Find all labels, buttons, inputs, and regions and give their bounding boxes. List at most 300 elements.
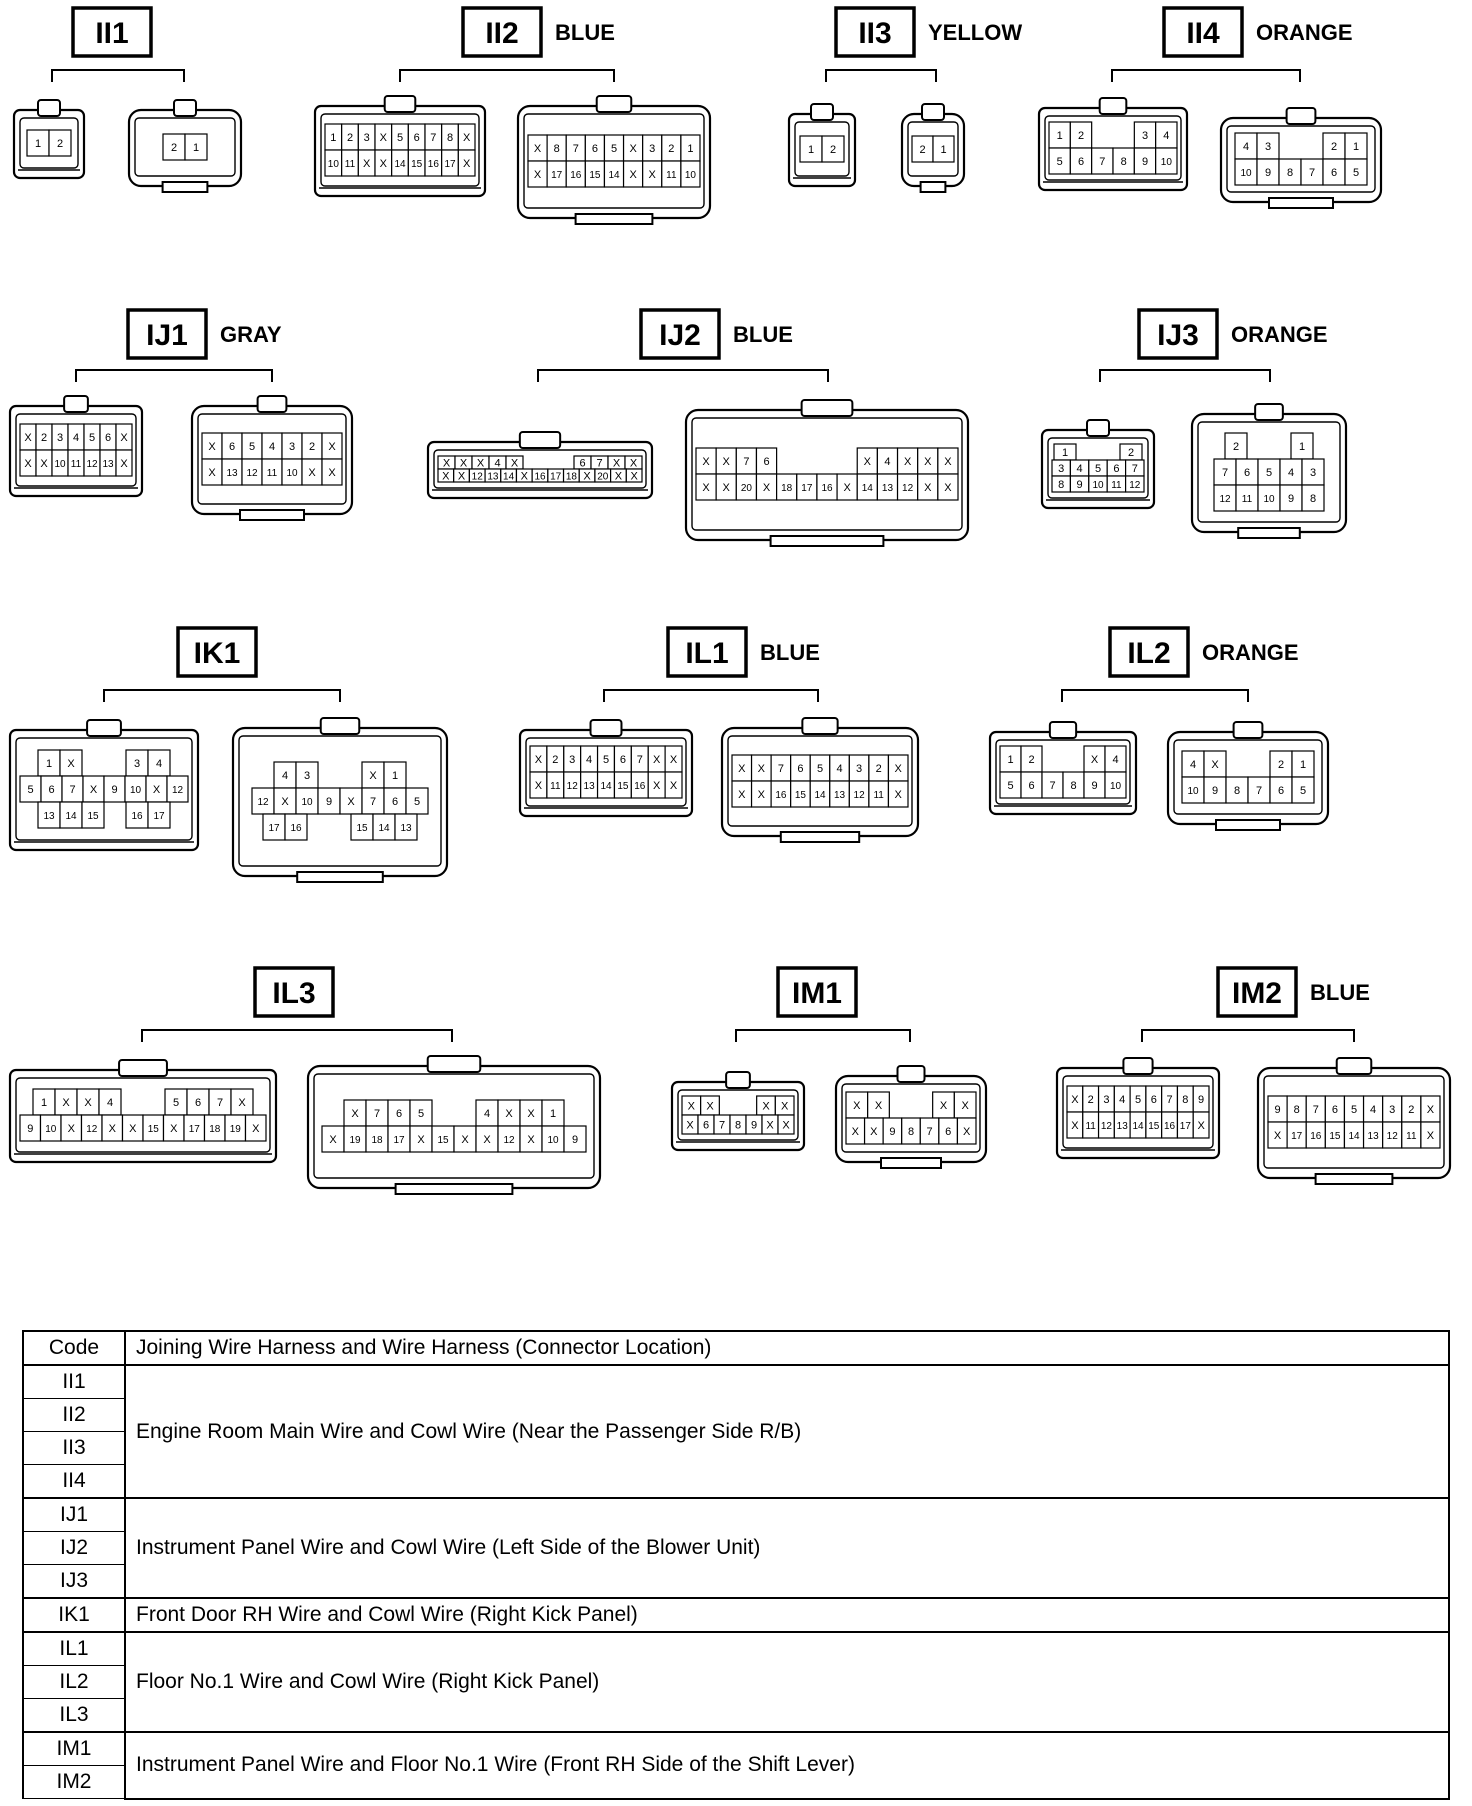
connector-code-label: II1: [95, 17, 129, 50]
pin-label: 2: [875, 763, 882, 775]
pin-label: 2: [552, 754, 559, 766]
pin-label: X: [924, 482, 932, 494]
location-description-cell: Front Door RH Wire and Cowl Wire (Right Kick Panel): [125, 1598, 1449, 1632]
code-cell: II4: [23, 1465, 125, 1499]
pin-label: X: [924, 456, 932, 468]
pin-label: 13: [881, 483, 894, 494]
pin-label: 4: [268, 441, 276, 453]
pin-label: X: [252, 1123, 260, 1135]
table-body: [23, 1365, 1449, 1799]
pin-label: 12: [171, 785, 184, 796]
pin-label: 6: [945, 1126, 952, 1138]
pin-label: 7: [926, 1126, 933, 1138]
connector-right-body-latch: [597, 96, 632, 112]
connector-left-body-latch: [87, 720, 121, 736]
pin-label: 4: [106, 1097, 114, 1109]
pin-label: 8: [1309, 493, 1317, 505]
connector-left-body: [1057, 1058, 1219, 1158]
code-cell: IL3: [23, 1699, 125, 1733]
pin-label: 1: [549, 1108, 557, 1120]
connector-left-body: [520, 720, 692, 816]
pin-label: X: [612, 457, 621, 470]
pin-label: X: [894, 789, 902, 801]
connector-right-body-lock-tab: [163, 182, 208, 192]
pin-label: 10: [54, 459, 66, 470]
pin-label: X: [843, 482, 851, 494]
description-column-header: Joining Wire Harness and Wire Harness (Connector Location): [125, 1331, 1449, 1365]
pin-label: X: [1273, 1130, 1282, 1142]
pin-label: 9: [27, 1123, 34, 1135]
pin-label: 10: [1240, 168, 1252, 179]
connector-left-body-latch: [1087, 420, 1109, 436]
pin-label: 6: [228, 441, 236, 453]
connector-ij2: [428, 310, 968, 546]
pin-label: 14: [1348, 1131, 1360, 1142]
connector-code-label: IK1: [193, 637, 241, 670]
pin-label: 13: [1367, 1131, 1379, 1142]
connector-left-body: [1039, 98, 1187, 190]
pin-label: 12: [1100, 1121, 1113, 1132]
location-description-cell: Instrument Panel Wire and Floor No.1 Wire (Front RH Side of the Shift Lever): [125, 1732, 1449, 1799]
pin-label: 12: [257, 797, 269, 808]
pin-label: 1: [940, 144, 947, 156]
pin-label: 9: [1264, 167, 1272, 179]
pin-label: 13: [583, 781, 595, 792]
pin-label: 15: [87, 811, 99, 822]
pin-label: 4: [1370, 1104, 1377, 1116]
pin-label: 3: [56, 432, 64, 444]
pin-label: 16: [290, 823, 302, 834]
connector-color-label: BLUE: [1310, 980, 1370, 1005]
pin-label: X: [706, 1100, 714, 1113]
pin-label: 4: [1112, 754, 1119, 766]
pin-label: 17: [188, 1124, 200, 1135]
pin-label: 3: [288, 441, 296, 453]
pin-label: 6: [1150, 1094, 1157, 1106]
connector-color-label: BLUE: [760, 640, 820, 665]
pin-label: X: [527, 1134, 535, 1146]
pin-label: 17: [393, 1135, 405, 1146]
pin-label: X: [1211, 759, 1219, 771]
pin-label: 9: [111, 784, 118, 796]
pin-label: 12: [246, 468, 258, 479]
pin-label: 3: [569, 754, 576, 766]
connector-bracket: [736, 1030, 910, 1042]
pin-label: 9: [750, 1119, 758, 1132]
location-description-cell: Engine Room Main Wire and Cowl Wire (Near the Passenger Side R/B): [125, 1365, 1449, 1498]
pin-label: X: [757, 763, 766, 775]
pin-label: 4: [1242, 141, 1250, 153]
pin-label: 1: [40, 1097, 48, 1109]
pin-label: 9: [571, 1134, 579, 1146]
pin-label: 6: [1113, 463, 1120, 475]
pin-label: 10: [327, 159, 339, 170]
pin-label: 7: [596, 457, 603, 470]
pin-label: 3: [1264, 141, 1272, 153]
pin-label: 9: [1141, 156, 1149, 168]
connector-code-label: IJ2: [659, 319, 701, 352]
pin-label: 7: [1308, 167, 1316, 179]
connector-left-body: [428, 432, 652, 498]
connector-right-body-latch: [1255, 404, 1283, 420]
pin-label: X: [1071, 1120, 1079, 1132]
pin-label: 11: [344, 159, 356, 170]
connector-right-body: [233, 718, 447, 882]
pin-label: 11: [1241, 494, 1253, 505]
pin-label: X: [534, 780, 543, 792]
pin-label: 14: [861, 483, 873, 494]
pin-label: X: [629, 457, 638, 470]
connector-bracket: [1062, 690, 1248, 702]
pin-label: X: [281, 796, 289, 808]
connector-il1: [520, 628, 918, 842]
connector-right-body: [308, 1056, 600, 1194]
connector-code-label: IL1: [685, 637, 729, 670]
pin-label: 2: [308, 441, 316, 453]
connector-bracket: [76, 370, 272, 382]
pin-label: X: [722, 456, 730, 468]
pin-label: 14: [65, 811, 77, 822]
pin-label: 7: [1099, 156, 1106, 168]
connector-right-body: [1192, 404, 1346, 538]
connector-left-body: [672, 1072, 804, 1150]
pin-label: X: [152, 784, 161, 796]
code-cell: IJ1: [23, 1498, 125, 1532]
pin-label: 11: [266, 468, 278, 479]
connector-code-label: IJ3: [1157, 319, 1199, 352]
pin-label: 16: [131, 811, 143, 822]
pin-label: 17: [551, 170, 563, 181]
connector-right-body-latch: [802, 718, 837, 734]
pin-label: 19: [229, 1124, 241, 1135]
pin-label: 9: [1076, 479, 1083, 491]
pin-label: 15: [589, 170, 601, 181]
pin-label: 1: [1061, 447, 1069, 459]
pin-label: 20: [597, 471, 609, 483]
pin-label: X: [347, 796, 355, 808]
connector-code-label: IJ1: [146, 319, 188, 352]
pin-label: 6: [1331, 1104, 1338, 1116]
pin-label: 5: [1094, 463, 1102, 475]
connector-right-body-latch: [258, 396, 287, 412]
pin-label: 14: [600, 781, 612, 792]
pin-label: X: [686, 1119, 694, 1132]
code-cell: II2: [23, 1399, 125, 1432]
pin-label: 2: [1330, 141, 1338, 153]
pin-label: X: [457, 470, 466, 483]
connector-right-body: [686, 400, 968, 546]
connector-bracket: [1100, 370, 1270, 382]
pin-label: X: [462, 132, 471, 144]
connector-ij3: [1042, 310, 1346, 538]
connector-left-body-latch: [520, 432, 560, 448]
pin-label: 1: [807, 144, 815, 156]
pin-label: 5: [248, 441, 256, 453]
pin-label: 10: [684, 170, 697, 181]
pin-label: X: [520, 470, 528, 483]
pin-label: 10: [1160, 157, 1172, 168]
pin-label: 10: [286, 468, 298, 479]
pin-label: 2: [1232, 441, 1240, 453]
pin-label: 3: [856, 763, 863, 775]
connector-code-label: II2: [485, 17, 519, 50]
table-row: [23, 1632, 1449, 1666]
connector-color-label: GRAY: [220, 322, 282, 347]
pin-label: 15: [356, 823, 368, 834]
connector-bracket: [1112, 70, 1300, 82]
pin-label: 9: [325, 796, 333, 808]
pin-label: X: [24, 458, 32, 470]
pin-label: X: [738, 763, 746, 775]
pin-label: 12: [902, 483, 914, 494]
pin-label: 7: [1312, 1104, 1319, 1116]
pin-label: 12: [86, 1124, 98, 1135]
pin-label: X: [461, 1134, 469, 1146]
pin-label: 5: [1352, 167, 1360, 179]
pin-label: X: [462, 158, 471, 170]
pin-label: X: [961, 1100, 969, 1112]
connector-bracket: [52, 70, 184, 82]
pin-label: 5: [88, 432, 96, 444]
connector-right-body-lock-tab: [1238, 528, 1300, 538]
pin-label: 2: [40, 432, 48, 444]
connector-color-label: ORANGE: [1256, 20, 1353, 45]
connector-left-body: [315, 96, 485, 196]
connector-bracket: [104, 690, 340, 702]
pin-label: X: [853, 1100, 861, 1112]
code-cell: IM2: [23, 1766, 125, 1799]
code-cell: IJ3: [23, 1565, 125, 1599]
pin-label: 5: [1299, 785, 1307, 797]
pin-label: 4: [494, 457, 501, 470]
connector-right-body-lock-tab: [771, 536, 884, 546]
pin-label: X: [379, 132, 388, 144]
connector-left-body-latch: [385, 96, 416, 112]
pin-label: 7: [430, 132, 437, 144]
pin-label: X: [1071, 1094, 1079, 1106]
pin-label: 14: [1132, 1121, 1144, 1132]
pin-label: X: [629, 169, 637, 181]
pin-label: 13: [833, 790, 846, 801]
connector-color-label: ORANGE: [1202, 640, 1299, 665]
pin-label: 6: [619, 754, 626, 766]
pin-label: X: [583, 470, 591, 483]
pin-label: 12: [566, 781, 578, 792]
pin-label: X: [762, 482, 771, 494]
pin-label: 6: [104, 432, 112, 444]
pin-label: 1: [192, 142, 200, 154]
connector-color-label: BLUE: [733, 322, 793, 347]
pin-label: X: [648, 169, 656, 181]
connector-left-body-latch: [811, 104, 833, 120]
connector-code-label: II4: [1186, 17, 1220, 50]
pin-label: 8: [1286, 167, 1294, 179]
connector-left-body-latch: [119, 1060, 167, 1076]
pin-label: 2: [346, 132, 354, 144]
pin-label: X: [702, 456, 710, 468]
pin-label: 8: [1070, 780, 1077, 792]
pin-label: 16: [634, 781, 646, 792]
pin-label: 18: [209, 1124, 221, 1135]
pin-label: X: [614, 470, 623, 483]
pin-label: X: [362, 158, 371, 170]
connector-ik1: [10, 628, 447, 882]
pin-label: X: [120, 432, 128, 444]
pin-label: 7: [216, 1097, 224, 1109]
pin-label: 12: [86, 459, 98, 470]
pin-label: 12: [1219, 494, 1231, 505]
pin-label: 10: [1109, 781, 1122, 792]
connector-right-body-lock-tab: [1216, 820, 1280, 830]
pin-label: 7: [1049, 780, 1056, 792]
pin-label: X: [780, 1100, 789, 1113]
pin-label: 1: [330, 132, 337, 144]
pin-label: 3: [1141, 130, 1149, 142]
pin-label: 12: [503, 1135, 515, 1146]
pin-label: 16: [1310, 1131, 1322, 1142]
pin-label: 17: [153, 811, 165, 822]
connector-code-label: II3: [858, 17, 892, 50]
connector-right-body-latch: [321, 718, 360, 734]
pin-label: 1: [1298, 441, 1306, 453]
connector-ii3: [789, 8, 1022, 192]
pin-label: 2: [170, 142, 178, 154]
connector-bracket: [400, 70, 614, 82]
pin-label: 10: [1187, 786, 1199, 797]
connector-right-body-latch: [922, 104, 944, 120]
pin-label: X: [379, 158, 388, 170]
connector-left-body-latch: [1050, 722, 1076, 738]
pin-label: 16: [1163, 1121, 1176, 1132]
connector-code-label: IM2: [1231, 977, 1283, 1010]
pin-label: X: [1426, 1104, 1435, 1116]
pin-label: 16: [821, 483, 833, 494]
table-header-row: [23, 1331, 1449, 1365]
pin-label: 6: [591, 143, 598, 155]
pin-label: 13: [226, 468, 238, 479]
connector-left-body-latch: [1100, 98, 1127, 114]
pin-label: X: [308, 467, 316, 479]
pin-label: X: [534, 754, 543, 766]
connector-left-body-latch: [591, 720, 622, 736]
pin-label: X: [67, 758, 75, 770]
connector-bracket: [604, 690, 818, 702]
connector-right-body-lock-tab: [576, 214, 653, 224]
location-description-cell: Floor No.1 Wire and Cowl Wire (Right Kick Panel): [125, 1632, 1449, 1732]
pin-label: 4: [1189, 759, 1197, 771]
pin-label: 14: [608, 170, 620, 181]
pin-label: X: [1090, 754, 1099, 766]
pin-label: 6: [48, 784, 55, 796]
pin-label: 8: [1293, 1104, 1300, 1116]
pin-label: 2: [1077, 130, 1085, 142]
pin-label: 17: [1291, 1131, 1303, 1142]
pin-label: X: [328, 441, 336, 453]
connector-ii4: [1039, 8, 1381, 208]
pin-label: 4: [1287, 467, 1295, 479]
pin-label: 3: [1309, 467, 1317, 479]
pin-label: 11: [1085, 1121, 1096, 1132]
pin-label: 19: [349, 1135, 361, 1146]
pin-label: 5: [1007, 780, 1014, 792]
pin-label: 1: [1056, 130, 1063, 142]
connector-im2: [1057, 968, 1450, 1184]
pin-label: 3: [1389, 1104, 1396, 1116]
pin-label: 15: [617, 781, 629, 792]
connector-il2: [990, 628, 1328, 830]
connector-left-body: [10, 396, 142, 496]
code-cell: IL1: [23, 1632, 125, 1666]
pin-label: X: [533, 143, 542, 155]
pin-label: 16: [775, 790, 787, 801]
pin-label: 4: [1119, 1094, 1126, 1106]
pin-label: X: [687, 1100, 696, 1113]
pin-label: X: [459, 457, 468, 470]
pin-label: 7: [1221, 467, 1229, 479]
pin-label: 17: [1179, 1121, 1191, 1132]
pin-label: 8: [1120, 156, 1127, 168]
connector-left-body-latch: [38, 100, 60, 116]
pin-label: 4: [1163, 130, 1170, 142]
connector-right-body-lock-tab: [396, 1184, 513, 1194]
pin-label: 8: [1182, 1094, 1189, 1106]
pin-label: 4: [884, 456, 891, 468]
connector-right-body-latch: [428, 1056, 481, 1072]
pin-label: X: [894, 763, 902, 775]
pin-label: 5: [1056, 156, 1063, 168]
pin-label: 5: [417, 1108, 425, 1120]
pin-label: 3: [363, 132, 370, 144]
pin-label: 2: [1028, 754, 1035, 766]
pin-label: 1: [1007, 754, 1014, 766]
pin-label: 4: [1076, 463, 1083, 475]
pin-label: 7: [743, 456, 750, 468]
pin-label: 3: [1103, 1094, 1110, 1106]
pin-label: 15: [437, 1135, 449, 1146]
pin-label: X: [738, 789, 746, 801]
connector-bracket: [826, 70, 936, 82]
connector-right-body-latch: [1287, 108, 1316, 124]
pin-label: X: [329, 1134, 337, 1146]
pin-label: 8: [734, 1119, 742, 1132]
pin-label: 8: [553, 143, 560, 155]
pin-label: 4: [586, 754, 593, 766]
connector-right-body: [1168, 722, 1328, 830]
pin-label: X: [874, 1100, 883, 1112]
pin-label: X: [369, 770, 377, 782]
pin-label: 6: [413, 132, 420, 144]
code-cell: IK1: [23, 1598, 125, 1632]
pin-label: X: [208, 467, 216, 479]
code-cell: IM1: [23, 1732, 125, 1766]
pin-label: 8: [907, 1126, 915, 1138]
connector-ij1: [10, 310, 352, 520]
pin-label: 2: [1087, 1094, 1094, 1106]
pin-label: 11: [70, 459, 82, 470]
pin-label: 11: [550, 781, 561, 792]
pin-label: 6: [1330, 167, 1338, 179]
connector-right-body: [129, 100, 241, 192]
pin-label: X: [722, 482, 730, 494]
connector-right-body-lock-tab: [881, 1158, 941, 1168]
connector-location-table: [22, 1330, 1450, 1800]
connector-right-body-latch: [174, 100, 196, 116]
pin-label: 13: [43, 811, 55, 822]
pin-label: 5: [396, 132, 404, 144]
pin-label: X: [629, 143, 637, 155]
pin-label: X: [757, 789, 766, 801]
pin-label: 6: [1277, 785, 1285, 797]
